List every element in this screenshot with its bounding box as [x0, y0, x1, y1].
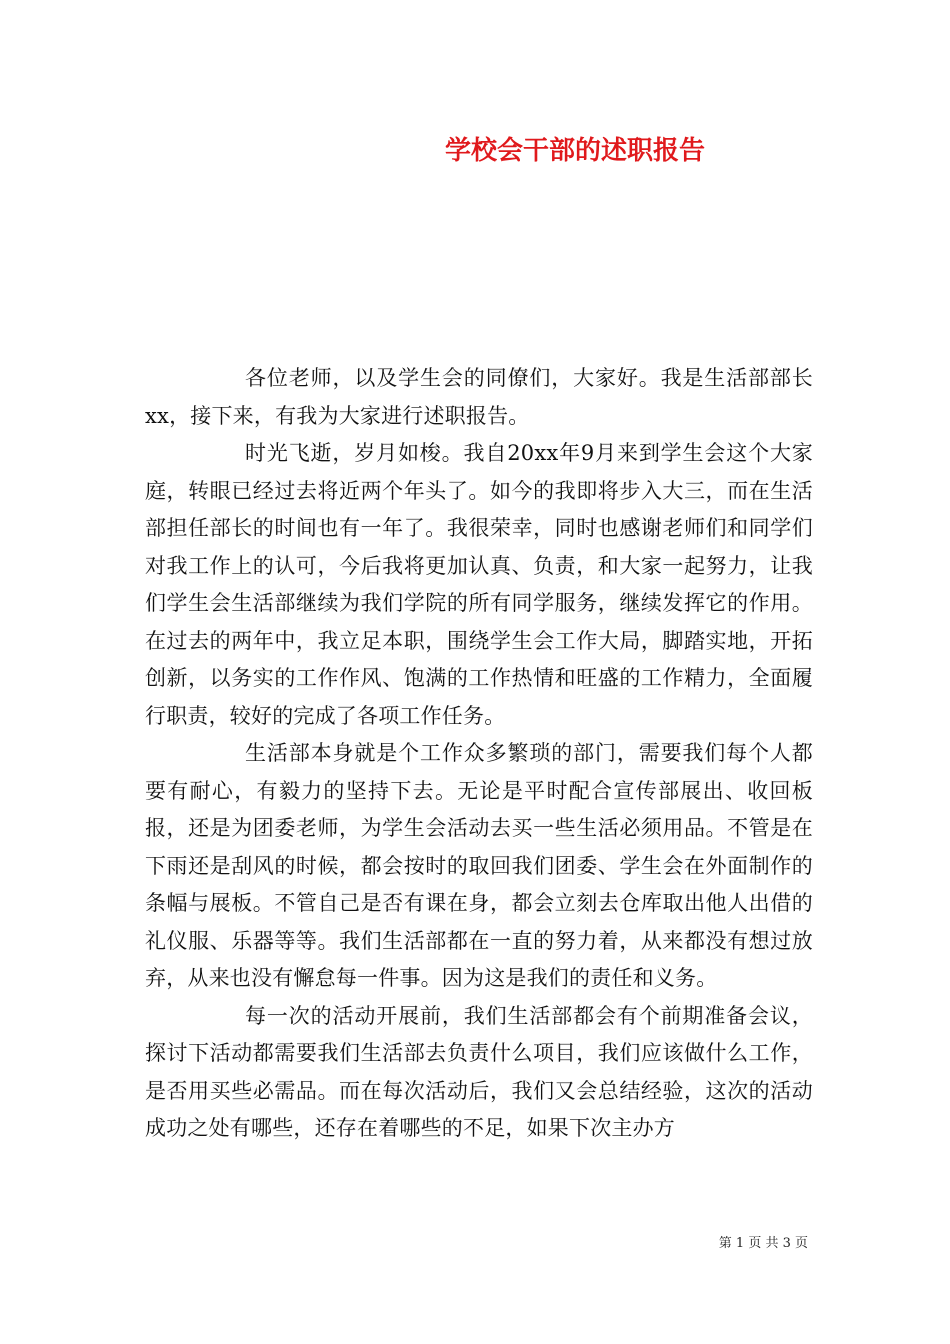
- document-body: [145, 360, 813, 1148]
- paragraph-introduction: 时光飞逝，岁月如梭。我自20xx年9月来到学生会这个大家庭，转眼已经过去将近两个年头了。如今的我即将步入大三，而在生活部担任部长的时间也有一年了。我很荣幸，同时也感谢老师们和同学们对我工作上的认可，今后我将更加认真、负责，和大家一起努力，让我们学生会生活部继续为我们学院的所有同学服务，继续发挥它的作用。在过去的两年中，我立足本职，围绕学生会工作大局，脚踏实地，开拓创新，以务实的工作作风、饱满的工作热情和旺盛的工作精力，全面履行职责，较好的完成了各项工作任务。: [145, 441, 813, 728]
- paragraph-activity-preparation: 每一次的活动开展前，我们生活部都会有个前期准备会议，探讨下活动都需要我们生活部去负责什么项目，我们应该做什么工作，是否用买些必需品。而在每次活动后，我们又会总结经验，这次的活动成功之处有哪些，还存在着哪些的不足，如果下次主办方: [145, 1003, 813, 1140]
- page-number: 第 1 页 共 3 页: [718, 1236, 808, 1251]
- paragraph-greeting: 各位老师，以及学生会的同僚们，大家好。我是生活部部长xx，接下来，有我为大家进行述职报告。: [145, 366, 813, 428]
- document-title: 学校会干部的述职报告: [444, 136, 705, 166]
- paragraph-department-work: 生活部本身就是个工作众多繁琐的部门，需要我们每个人都要有耐心，有毅力的坚持下去。无论是平时配合宣传部展出、收回板报，还是为团委老师，为学生会活动去买一些生活必须用品。不管是在下雨还是刮风的时候，都会按时的取回我们团委、学生会在外面制作的条幅与展板。不管自己是否有课在身，都会立刻去仓库取出他人出借的礼仪服、乐器等等。我们生活部都在一直的努力着，从来都没有想过放弃，从来也没有懈怠每一件事。因为这是我们的责任和义务。: [145, 741, 813, 990]
